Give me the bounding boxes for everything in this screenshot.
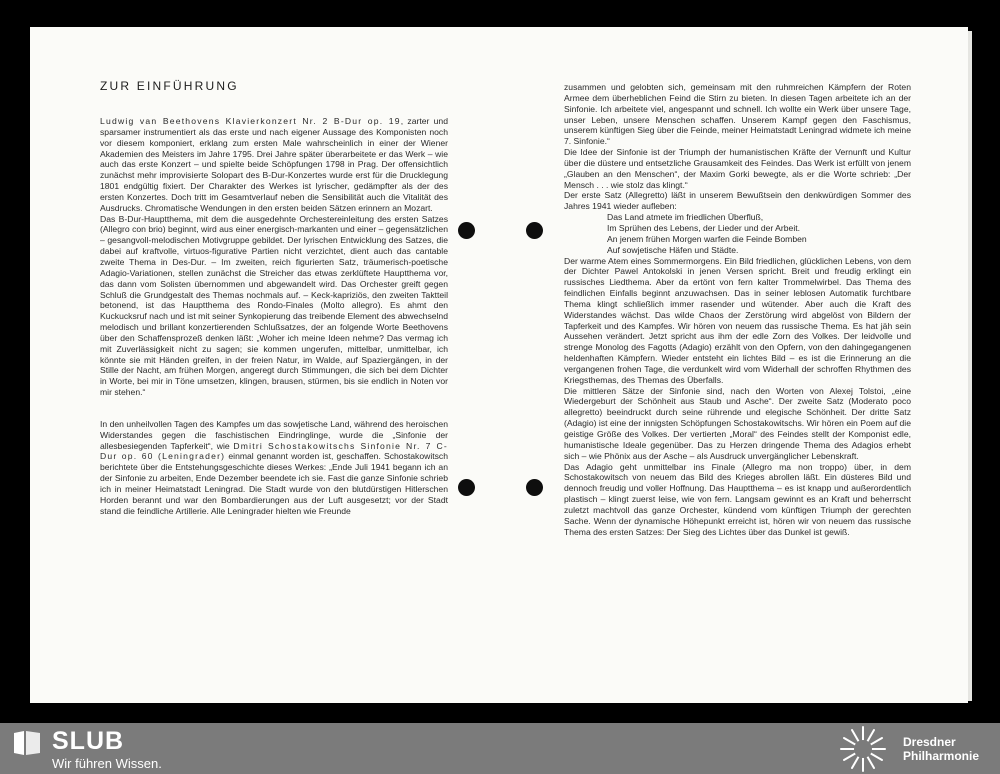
binding-hole [526, 222, 543, 239]
poem-line: An jenem frühen Morgen warfen die Feinde Bomben [607, 233, 807, 244]
right-paragraph-4: Der warme Atem eines Sommermorgens. Ein Bild friedlichen, glücklichen Lebens, von dem der Dichter Pawel Antokolski in jenen Versen spricht. Breit und freudig erklingt ein russisches Liedthema. Aber da ertönt von fern kalter Trommelwirbel. Das Thema des feindlichen Einfalls beginnt anzuwachsen. Das in seiner leblosen Automatik furchtbare Thema klingt schließlich immer rasender und wütender. Aber auch die Kraft des Widerstandes wächst. Das wilde Chaos der Zerstörung wird abgelöst von Bildern der Tapferkeit und des Kampfes. Wir hören von neuem das russische Thema. Es hat jäh sein Aussehen verändert. Jetzt spricht aus ihm der edle Zorn des Volkes. Der leidvolle und strenge Monolog des Fagotts (Adagio) erzählt von den Opfern, von den dahingegangenen heldenhaften Kämpfern. Wieder entsteht ein lichtes Bild – es ist die Erinnerung an die vergangenen frohen Tage, die verdunkelt wird vom Widerhall der schroffen Rhythmen des Kriegsthemas, des Themas des Überfalls. [564, 255, 911, 385]
right-paragraph-1: zusammen und gelobten sich, gemeinsam mit den ruhmreichen Kämpfern der Roten Armee dem überheblichen Feind die Stirn zu bieten. In diesen Tagen arbeitete ich an der Sinfonie. Ich arbeitete viel, angespannt und schnell. Ich wollte ein Werk über unsere Tage, unser Leben, unsere Menschen schaffen. Unserem Kampf gegen den Faschismus, unserem künftigen Sieg über die Feinde, meiner Heimatstadt Leningrad widmete ich meine 7. Sinfonie.“ [564, 82, 911, 147]
right-text-column [564, 82, 911, 537]
footer-bar [0, 723, 1000, 774]
left-text-column [100, 116, 448, 517]
poem-quote [607, 212, 911, 255]
page-heading: ZUR EINFÜHRUNG [100, 79, 239, 93]
philharmonie-line-2: Philharmonie [903, 749, 980, 763]
shostakovich-intro-paragraph [100, 419, 448, 517]
binding-hole [458, 479, 475, 496]
beethoven-intro-text: , zarter und sparsamer instrumentiert als das erste und nach eigener Aussage des Komponisten noch vor diesem komponiert, erklang zum ersten Male wahrscheinlich in einer der Wiener Akademien des Meisters im Jahre 1795. Drei Jahre später überarbeitete er das Werk – wie auch das erste Konzert – und spielte beide Schöpfungen 1798 in Prag. Der offensichtlich zunächst mehr improvisierte Solopart des B-Dur-Konzertes wurde erst für die Drucklegung 1801 endgültig fixiert. Der Charakter des Werkes ist lyrischer, gedämpfter als der des ersten Konzertes. Doch tritt im Gesamtverlauf neben die Sensibilität auch die Vitalität des Ausdrucks. Chromatische Wendungen in den ersten beiden Sätzen erinnern an Mozart. [100, 116, 448, 213]
right-paragraph-2: Die Idee der Sinfonie ist der Triumph der humanistischen Kräfte der Vernunft und Kultur über die düstere und entsetzliche Grausamkeit des Feindes. Das Werk ist erfüllt von jenem „Glauben an den Menschen“, der Maxim Gorki bewegte, als er die Worte schrieb: „Der Mensch . . . wie stolz das klingt.“ [564, 147, 911, 190]
scanned-page [30, 27, 968, 703]
slub-tagline: Wir führen Wissen. [52, 756, 162, 771]
poem-line: Im Sprühen des Lebens, der Lieder und der Arbeit. [607, 222, 801, 233]
right-paragraph-6: Das Adagio geht unmittelbar ins Finale (Allegro ma non troppo) über, in dem Schostakowitsch von neuem das Bild des Krieges abrollen läßt. Ein düsteres Bild und dennoch freudig und voller Hoffnung. Das Hauptthema – es ist knapp und außerordentlich plastisch – klingt zuerst leise, wie von fern. Langsam gewinnt es an Kraft und beherrscht zuletzt machtvoll das ganze Orchester, kündend vom künftigen Triumph der gerechten Sache. Wenn der dynamische Höhepunkt erreicht ist, hören wir von neuem das russische Thema des ersten Satzes: Der Sieg des Lichtes über das Dunkel ist gewiß. [564, 461, 911, 537]
poem-line: Auf sowjetische Häfen und Städte. [607, 244, 739, 255]
beethoven-analysis-paragraph: Das B-Dur-Hauptthema, mit dem die ausgedehnte Orchestereinleitung des ersten Satzes (Allegro con brio) beginnt, wird aus einer energisch-markanten und einer – gegensätzlichen – gesangvoll-melodischen Motivgruppe gebildet. Der lyrischen Entwicklung des Satzes, die dabei auf kraftvolle, virtuos-figurative Partien nicht verzichtet, dient auch das cantable zweite Thema in Des-Dur. – Im zweiten, reich figurierten Satz, träumerisch-poetische Adagio-Variationen, stellen zunächst die Streicher das etwas zerklüftete Hauptthema vor, das dann vom Solisten übernommen und abgewandelt wird. Das Orchester greift gegen Schluß die Grundgestalt des Themas nochmals auf. – Keck-kapriziös, den zweiten Taktteil betonend, ist das Hauptthema des Rondo-Finales (Molto allegro). Es ahmt den Kuckucksruf nach und ist mit seiner Synkopierung das treibende Element des abwechselnd melodisch und brillant konzertierenden Schlußsatzes, der an folgende Worte Beethovens über den Schaffensprozeß denken läßt: „Woher ich meine Ideen nehme? Das vermag ich mit Zuverlässigkeit nicht zu sagen; sie kommen ungerufen, mittelbar, unmittelbar, ich könnte sie mit Händen greifen, in der freien Natur, im Walde, auf Spaziergängen, in der Stille der Nacht, am frühen Morgen, angeregt durch Stimmungen, die sich bei dem Dichter in Worte, bei mir in Töne umsetzen, klingen, brausen, stürmen, bis sie endlich in Noten vor mir stehen.“ [100, 213, 448, 398]
slub-book-icon [12, 729, 42, 757]
binding-hole [526, 479, 543, 496]
shostakovich-work-title: Dmitri Schostakowitschs Sinfonie Nr. 7 C-Dur op. 60 (Leningrader) [100, 440, 448, 462]
beethoven-paragraph [100, 116, 448, 214]
right-paragraph-3: Der erste Satz (Allegretto) läßt in unserem Bewußtsein den denkwürdigen Sommer des Jahres 1941 wieder aufleben: [564, 190, 911, 212]
slub-brand[interactable]: SLUB [52, 727, 125, 755]
binding-hole [458, 222, 475, 239]
shostakovich-text-after: einmal genannt worden ist, geschaffen. Schostakowitsch berichtete über die Entstehungsgeschichte dieses Werkes: „Ende Juli 1941 begann ich an der Sinfonie zu arbeiten, Ende Dezember beendete ich sie. Fast die ganze Sinfonie schrieb ich in meiner Heimatstadt Leningrad. Die Stadt wurde von den blutdürstigen Hitlerschen Horden berannt und war den Bombardierungen aus der Luft ausgesetzt; vor der Stadt stand die feindliche Artillerie. Alle Leningrader hielten wie Freunde [100, 451, 448, 516]
page-edge [968, 31, 972, 701]
shostakovich-text-before: In den unheilvollen Tagen des Kampfes um das sowjetische Land, während des heroischen Widerstandes gegen die faschistischen Eindringlinge, wurde die „Sinfonie der allesbesiegenden Tapferkeit“, wie [100, 418, 448, 451]
right-paragraph-5: Die mittleren Sätze der Sinfonie sind, nach den Worten von Alexej Tolstoi, „eine Wiedergeburt der Schönheit aus Staub und Asche“. Der zweite Satz (Moderato poco allegretto) beeindruckt durch seine rührende und elegische Schönheit. Der dritte Satz (Adagio) ist eine der innigsten Schöpfungen Schostakowitschs. Wir hören ein Poem auf die geistige Größe des Volkes. Der vertierten „Moral“ des Feindes stellt der Komponist edle, humanistische Ideale gegenüber. Das zu Herzen dringende Thema des Adagios erhebt sich – wie Phönix aus der Asche – als Ausdruck unvergänglicher Lebenskraft. [564, 385, 911, 461]
beethoven-work-title: Ludwig van Beethovens Klavierkonzert Nr. 2 B-Dur op. 19 [100, 116, 401, 126]
philharmonie-brand[interactable] [903, 735, 979, 763]
sunburst-logo-icon [838, 724, 888, 774]
philharmonie-line-1: Dresdner [903, 735, 956, 749]
poem-line: Das Land atmete im friedlichen Überfluß, [607, 212, 764, 223]
